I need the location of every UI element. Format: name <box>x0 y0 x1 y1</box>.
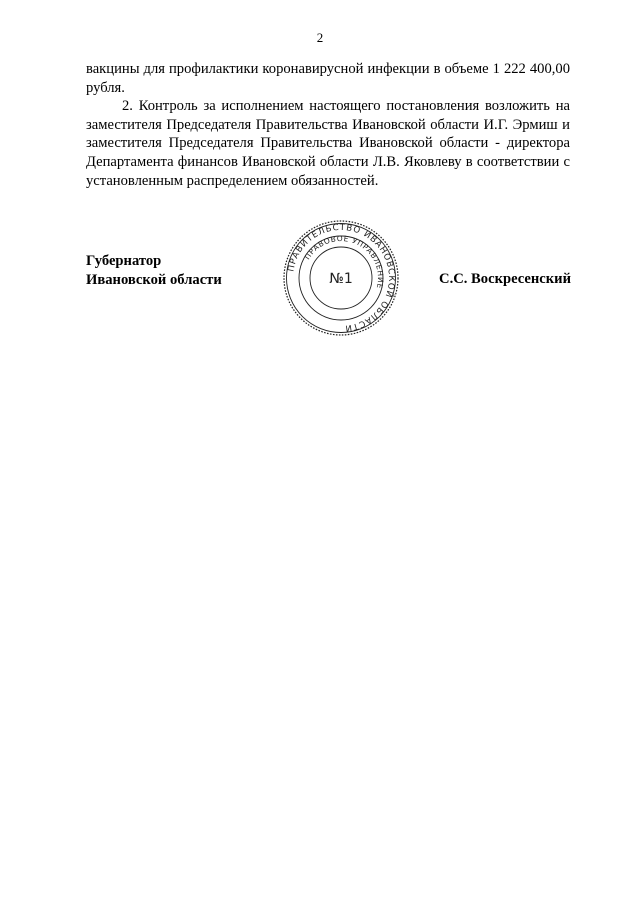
signatory-position <box>86 252 222 289</box>
paragraph-2: 2. Контроль за исполнением настоящего постановления возложить на заместителя Председателя Правительства Ивановской области И.Г. Эрмиш и заместителя Председателя Правительства Ивановской области - директора Департамента финансов Ивановской области Л.В. Яковлеву в соответствии с установленным распределением обязанностей. <box>86 98 570 189</box>
seal-inner-textpath: ПРАВОВОЕ УПРАВЛЕНИЕ <box>302 233 386 290</box>
signatory-position-line-1: Губернатор <box>86 253 162 269</box>
signatory-name: С.С. Воскресенский <box>439 271 571 287</box>
document-body <box>86 60 570 190</box>
page-number: 2 <box>316 30 324 45</box>
signatory-position-line-2: Ивановской области <box>86 271 222 288</box>
seal-number: №1 <box>329 271 353 287</box>
seal-graphic <box>282 219 400 337</box>
official-seal <box>282 219 400 337</box>
seal-ring-textpath: ПРАВИТЕЛЬСТВО ИВАНОВСКОЙ ОБЛАСТИ <box>286 222 397 333</box>
paragraph-1: вакцины для профилактики коронавирусной инфекции в объеме 1 222 400,00 рубля. <box>86 61 570 96</box>
